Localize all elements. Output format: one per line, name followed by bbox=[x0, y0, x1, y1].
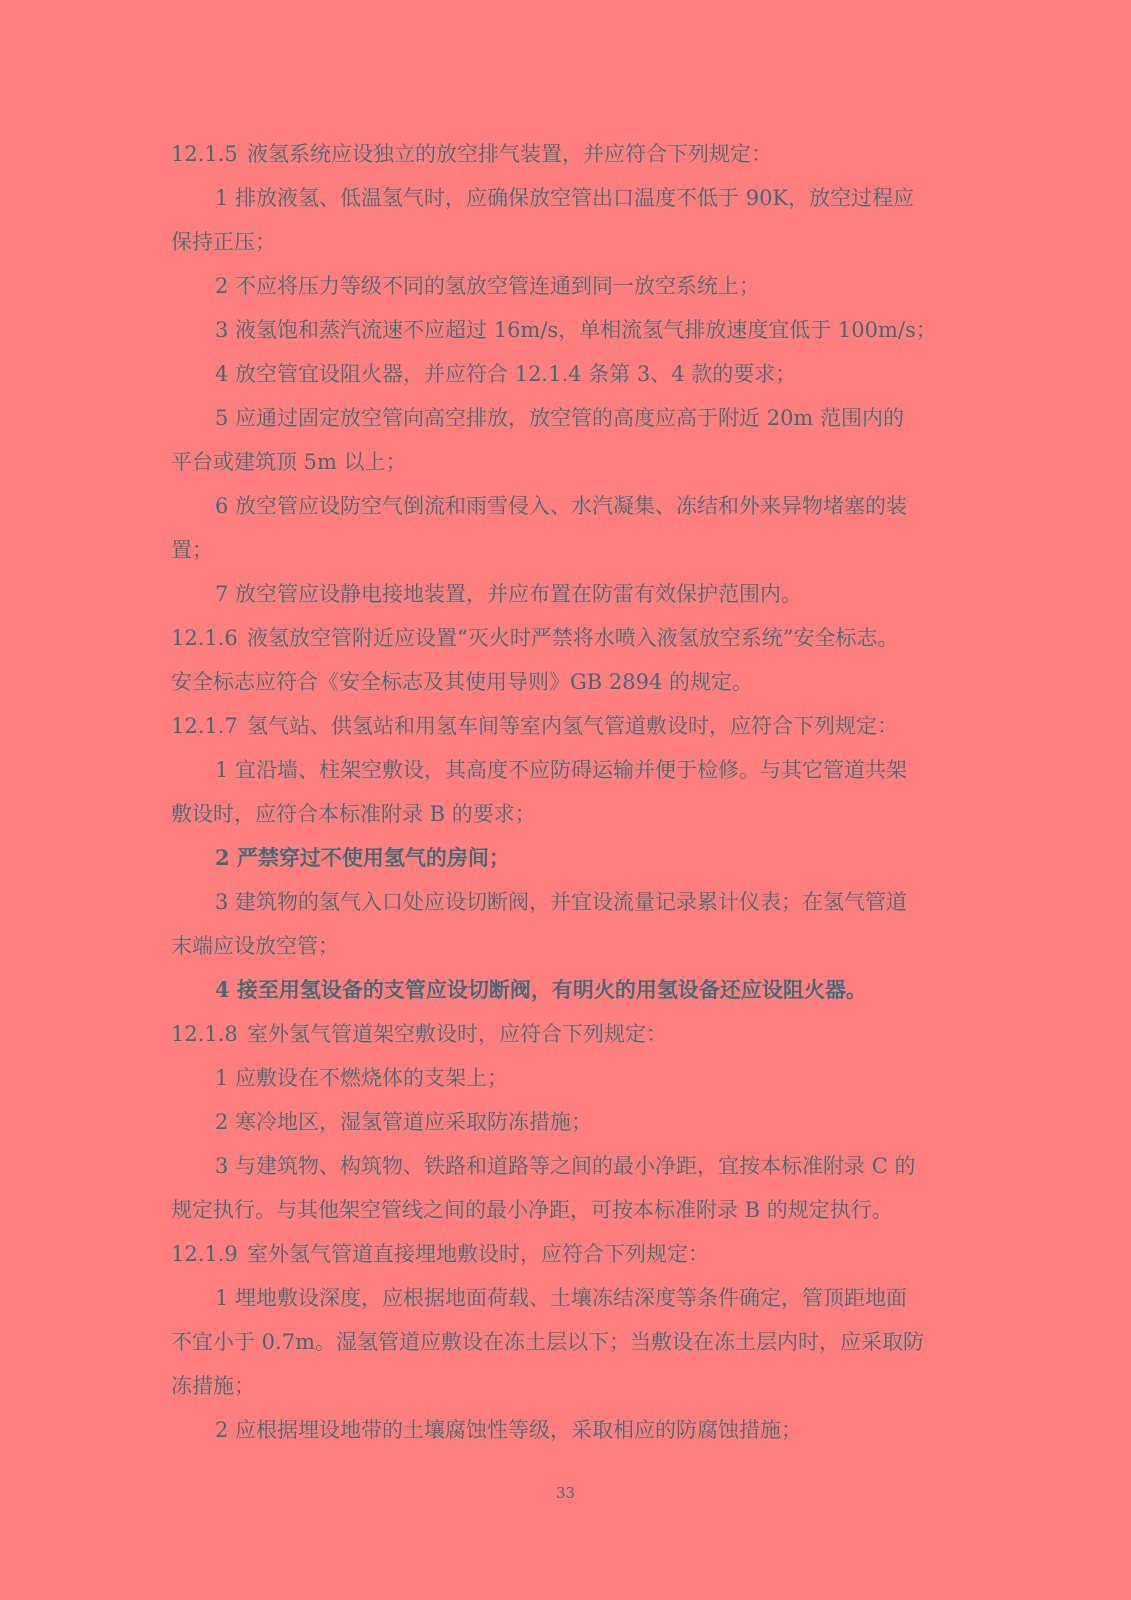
clause-12-1-5 bbox=[171, 132, 961, 176]
continuation-line: 置； bbox=[171, 538, 213, 562]
continuation-line: 规定执行。与其他架空管线之间的最小净距，可按本标准附录 B 的规定执行。 bbox=[171, 1198, 893, 1222]
clause-text: 氢气站、供氢站和用氢车间等室内氢气管道敷设时，应符合下列规定： bbox=[247, 714, 898, 738]
clause-number: 12.1.8 bbox=[171, 1022, 238, 1046]
continuation-line: 冻措施； bbox=[171, 1374, 255, 1398]
clause-number: 12.1.7 bbox=[171, 714, 238, 738]
clause-text: 室外氢气管道直接埋地敷设时，应符合下列规定： bbox=[247, 1242, 709, 1266]
item-line: 3 与建筑物、构筑物、铁路和道路等之间的最小净距，宜按本标准附录 C 的 bbox=[215, 1154, 916, 1178]
continuation-line: 敷设时，应符合本标准附录 B 的要求； bbox=[171, 802, 536, 826]
item-line: 1 埋地敷设深度，应根据地面荷载、土壤冻结深度等条件确定，管顶距地面 bbox=[215, 1286, 908, 1310]
item-line: 3 建筑物的氢气入口处应设切断阀，并宜设流量记录累计仪表；在氢气管道 bbox=[215, 890, 908, 914]
item-line: 4 放空管宜设阻火器，并应符合 12.1.4 条第 3、4 款的要求； bbox=[215, 362, 797, 386]
clause-12-1-6 bbox=[171, 616, 961, 660]
clause-12-1-9 bbox=[171, 1232, 961, 1276]
clause-text: 液氢放空管附近应设置“灭火时严禁将水喷入液氢放空系统”安全标志。 bbox=[247, 626, 899, 650]
document-body bbox=[171, 132, 961, 1452]
clause-number: 12.1.5 bbox=[171, 142, 238, 166]
clause-12-1-7 bbox=[171, 704, 961, 748]
item-line: 6 放空管应设防空气倒流和雨雪侵入、水汽凝集、冻结和外来异物堵塞的装 bbox=[215, 494, 908, 518]
clause-text: 室外氢气管道架空敷设时，应符合下列规定： bbox=[247, 1022, 667, 1046]
item-line: 2 应根据埋设地带的土壤腐蚀性等级，采取相应的防腐蚀措施； bbox=[215, 1418, 803, 1442]
item-line: 2 不应将压力等级不同的氢放空管连通到同一放空系统上； bbox=[215, 274, 761, 298]
mandatory-item-line: 2 严禁穿过不使用氢气的房间； bbox=[215, 845, 510, 870]
clause-number: 12.1.6 bbox=[171, 626, 238, 650]
page-number: 33 bbox=[555, 1484, 576, 1502]
continuation-line: 保持正压； bbox=[171, 230, 276, 254]
item-line: 2 寒冷地区，湿氢管道应采取防冻措施； bbox=[215, 1110, 593, 1134]
item-line: 1 排放液氢、低温氢气时，应确保放空管出口温度不低于 90K，放空过程应 bbox=[215, 186, 915, 210]
continuation-line: 末端应设放空管； bbox=[171, 934, 339, 958]
mandatory-item-line: 4 接至用氢设备的支管应设切断阀，有明火的用氢设备还应设阻火器。 bbox=[215, 977, 867, 1002]
continuation-line: 平台或建筑顶 5m 以上； bbox=[171, 450, 407, 474]
item-line: 7 放空管应设静电接地装置，并应布置在防雷有效保护范围内。 bbox=[215, 582, 803, 606]
clause-number: 12.1.9 bbox=[171, 1242, 238, 1266]
continuation-line: 不宜小于 0.7m。湿氢管道应敷设在冻土层以下；当敷设在冻土层内时，应采取防 bbox=[171, 1330, 924, 1354]
clause-text: 液氢系统应设独立的放空排气装置，并应符合下列规定： bbox=[247, 142, 772, 166]
item-line: 5 应通过固定放空管向高空排放，放空管的高度应高于附近 20m 范围内的 bbox=[215, 406, 905, 430]
item-line: 1 宜沿墙、柱架空敷设，其高度不应防碍运输并便于检修。与其它管道共架 bbox=[215, 758, 908, 782]
continuation-line: 安全标志应符合《安全标志及其使用导则》GB 2894 的规定。 bbox=[171, 670, 753, 694]
clause-12-1-8 bbox=[171, 1012, 961, 1056]
item-line: 3 液氢饱和蒸汽流速不应超过 16m/s，单相流氢气排放速度宜低于 100m/s； bbox=[215, 318, 937, 342]
item-line: 1 应敷设在不燃烧体的支架上； bbox=[215, 1066, 509, 1090]
